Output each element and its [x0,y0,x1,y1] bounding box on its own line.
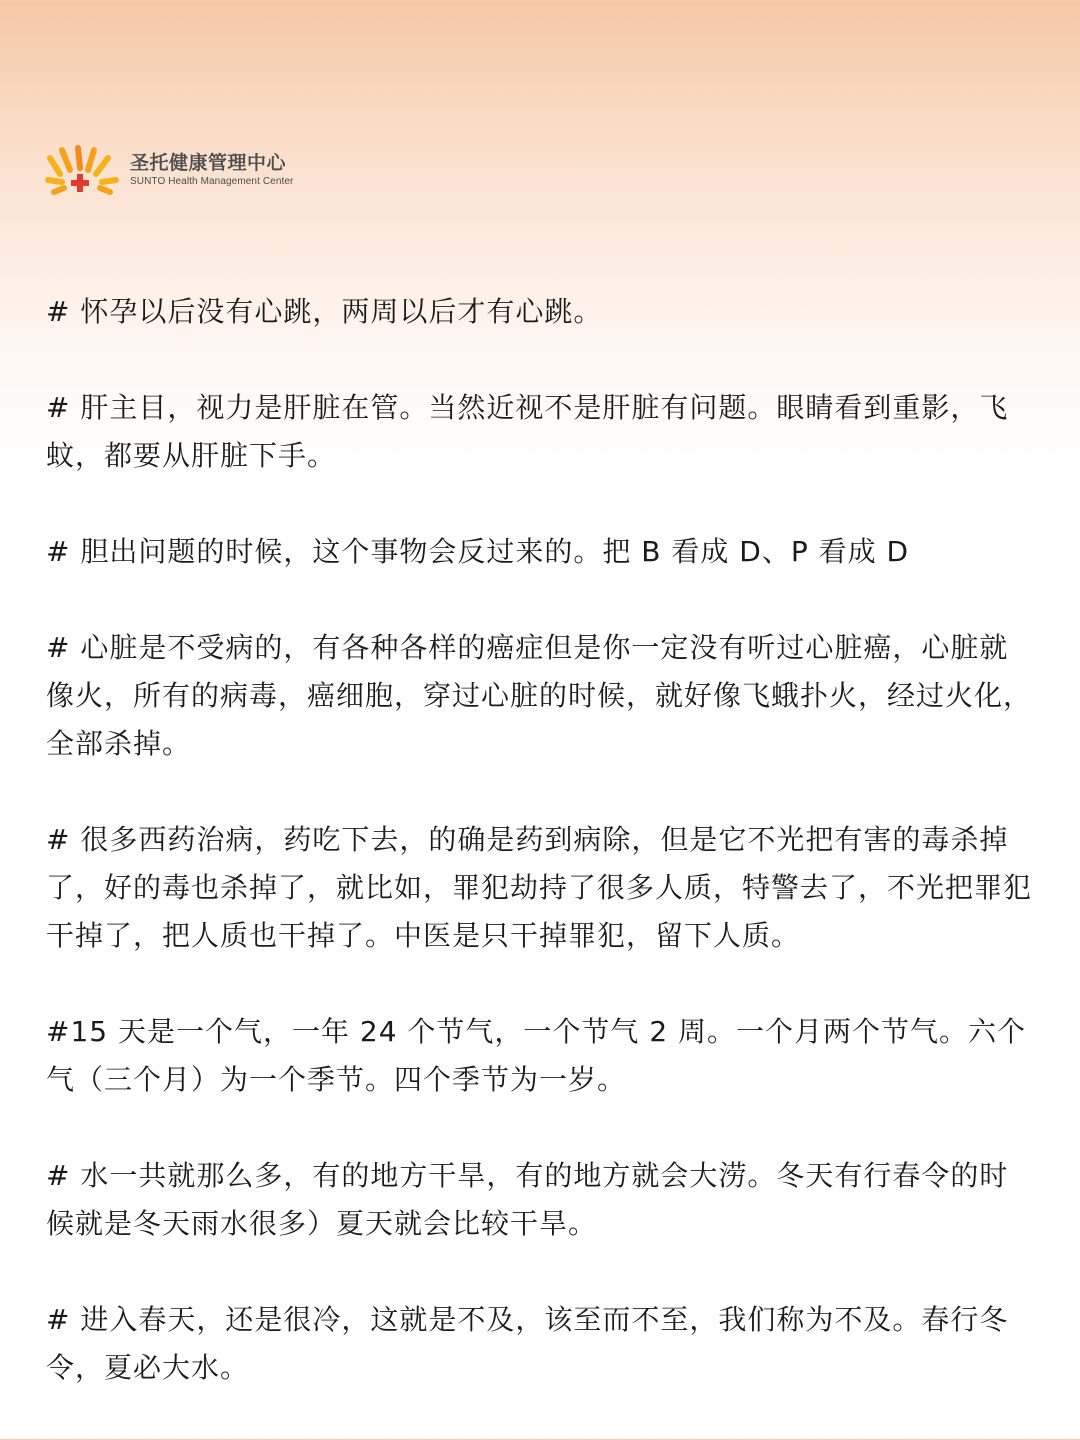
paragraph: # 胆出问题的时候，这个事物会反过来的。把 B 看成 D、P 看成 D [46,535,910,568]
sunburst-cross-logo-icon [44,144,120,196]
paragraph: # 进入春天，还是很冷，这就是不及，该至而不至，我们称为不及。春行冬令，夏必大水。 [46,1303,1009,1384]
paragraph: # 水一共就那么多，有的地方干旱，有的地方就会大涝。冬天有行春令的时候就是冬天雨水很多）夏天就会比较干旱。 [46,1159,1009,1240]
paragraph: # 怀孕以后没有心跳，两周以后才有心跳。 [46,295,603,328]
paragraph: # 很多西药治病，药吃下去，的确是药到病除，但是它不光把有害的毒杀掉了，好的毒也杀掉了，就比如，罪犯劫持了很多人质，特警去了，不光把罪犯干掉了，把人质也干掉了。中医是只干掉罪犯，留下人质。 [46,823,1033,952]
paragraph: # 心脏是不受病的，有各种各样的癌症但是你一定没有听过心脏癌，心脏就像火，所有的病毒，癌细胞，穿过心脏的时候，就好像飞蛾扑火，经过火化，全部杀掉。 [46,631,1033,760]
article-body [46,288,1036,1440]
brand-text [130,151,293,189]
brand-logo [44,144,293,196]
paragraph: # 肝主目，视力是肝脏在管。当然近视不是肝脏有问题。眼睛看到重影，飞蚊，都要从肝脏下手。 [46,391,1009,472]
paragraph: #15 天是一个气，一年 24 个节气，一个节气 2 周。一个月两个节气。六个气（三个月）为一个季节。四个季节为一岁。 [46,1015,1027,1096]
brand-name-cn: 圣托健康管理中心 [130,152,287,174]
brand-name-en: SUNTO Health Management Center [130,176,294,187]
